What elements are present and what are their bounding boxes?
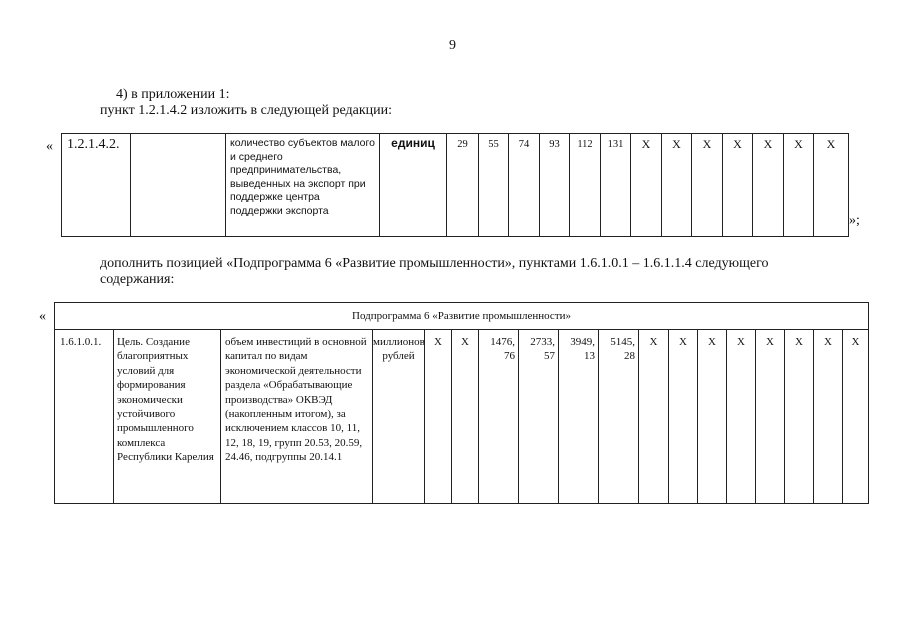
page-number: 9 (449, 38, 456, 53)
value-cell: 3949, 13 (559, 330, 599, 504)
value-cell: 2733, 57 (519, 330, 559, 504)
table-row (55, 330, 869, 504)
intro-line-2: пункт 1.2.1.4.2 изложить в следующей редакции: (100, 103, 392, 118)
value-cell: 112 (570, 134, 601, 237)
value-cell: X (692, 134, 723, 237)
value-cell: X (727, 330, 756, 504)
middle-text-line-1: дополнить позицией «Подпрограмма 6 «Развитие промышленности», пунктами 1.6.1.0.1 – 1.6.1.1.4 следующего (100, 256, 769, 271)
table-row (62, 134, 849, 237)
value-cell: X (425, 330, 452, 504)
value-cell: 29 (447, 134, 479, 237)
value-cell: X (723, 134, 753, 237)
header-row (55, 303, 869, 330)
goal-cell: Цель. Создание благоприятных условий для формирования экономически устойчивого промышленного комплекса Республики Карелия (114, 330, 221, 504)
goal-cell (131, 134, 226, 237)
value-cell: X (452, 330, 479, 504)
item-code: 1.2.1.4.2. (62, 134, 131, 237)
value-cell: X (814, 330, 843, 504)
value-cell: X (631, 134, 662, 237)
value-cell: 93 (540, 134, 570, 237)
value-cell: 131 (601, 134, 631, 237)
value-cell: X (843, 330, 869, 504)
open-quote-1: « (46, 139, 53, 154)
indicator-cell: объем инвестиций в основной капитал по видам экономической деятельности раздела «Обрабатывающие производства» ОКВЭД (накопленным итогом), за исключением классов 10, 11, 12, 18, 19, групп 20.53, 20.59, 24.46, подгруппы 20.14.1 (221, 330, 373, 504)
close-quote-1: »; (849, 213, 860, 228)
value-cell: X (784, 134, 814, 237)
indicator-cell: количество субъектов малого и среднего предпринимательства, выведенных на экспорт при поддержке центра поддержки экспорта (226, 134, 380, 237)
middle-text-line-2: содержания: (100, 272, 175, 287)
subprogram-header: Подпрограмма 6 «Развитие промышленности» (55, 303, 869, 330)
value-cell: X (756, 330, 785, 504)
table-subprogram-6 (54, 302, 869, 504)
value-cell: 74 (509, 134, 540, 237)
open-quote-2: « (39, 309, 46, 324)
value-cell: X (662, 134, 692, 237)
value-cell: X (785, 330, 814, 504)
item-code: 1.6.1.0.1. (55, 330, 114, 504)
value-cell: X (753, 134, 784, 237)
unit-cell: миллионов рублей (373, 330, 425, 504)
unit-cell: единиц (380, 134, 447, 237)
value-cell: X (669, 330, 698, 504)
table-item-1-2-1-4-2 (61, 133, 849, 237)
value-cell: 55 (479, 134, 509, 237)
value-cell: X (639, 330, 669, 504)
value-cell: 5145, 28 (599, 330, 639, 504)
intro-line-1: 4) в приложении 1: (116, 87, 230, 102)
value-cell: X (698, 330, 727, 504)
value-cell: 1476, 76 (479, 330, 519, 504)
value-cell: X (814, 134, 849, 237)
